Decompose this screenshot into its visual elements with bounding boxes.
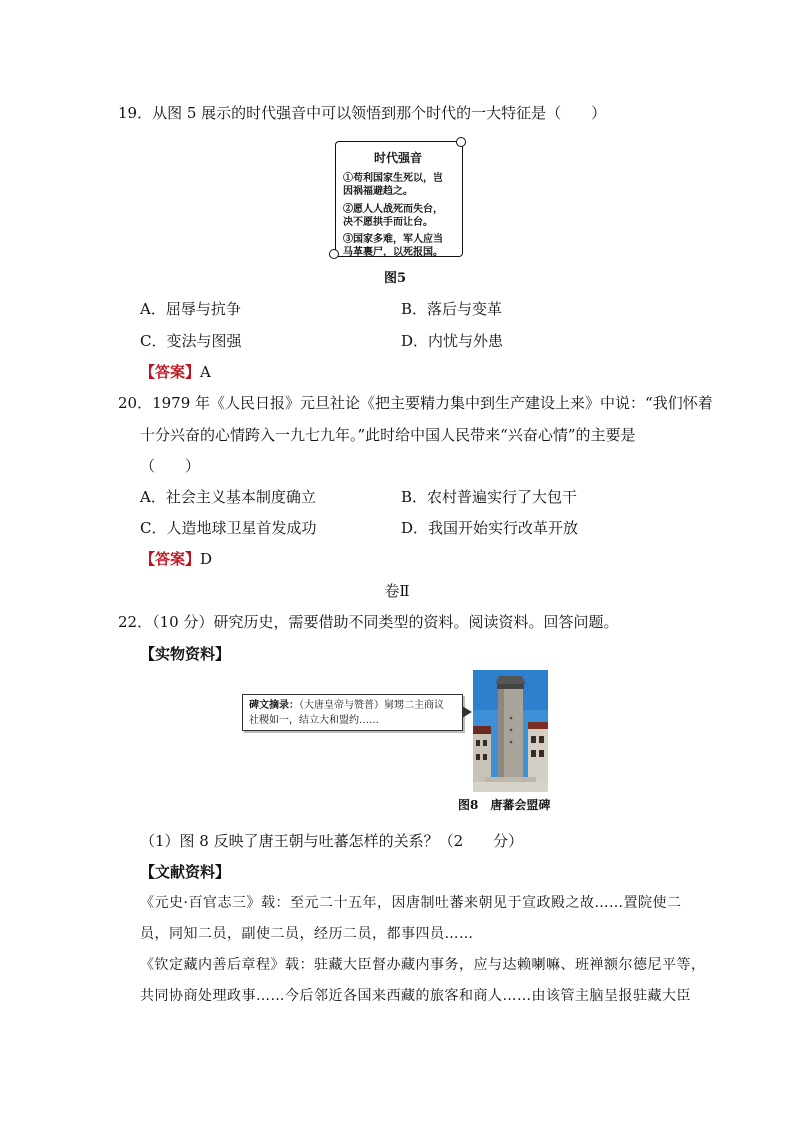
figure-5-scroll bbox=[329, 137, 466, 259]
q20-option-b: B．农村普遍实行了大包干 bbox=[401, 488, 578, 506]
question-20-line-1: 20．1979 年《人民日报》元旦社论《把主要精力集中到生产建设上来》中说：“我们怀着 bbox=[118, 394, 713, 412]
scroll-roll-bottom bbox=[329, 249, 339, 259]
document-material-heading: 【文献资料】 bbox=[140, 863, 231, 881]
q19-answer bbox=[140, 362, 211, 382]
q20-option-d: D．我国开始实行改革开放 bbox=[401, 519, 579, 537]
question-20-line-3: （ ） bbox=[140, 457, 201, 475]
q19-option-c: C．变法与图强 bbox=[140, 332, 242, 350]
scroll-quote-line: 决不愿拱手而让台。 bbox=[343, 217, 433, 228]
question-22-text: 22．（10 分）研究历史，需要借助不同类型的资料。阅读资料。回答问题。 bbox=[118, 613, 619, 631]
answer-tag: 【答案】 bbox=[140, 550, 201, 568]
inscription-box bbox=[242, 694, 463, 731]
scroll-roll-top bbox=[456, 137, 466, 147]
inscription-line: （大唐皇帝与赞普）舅甥二主商议 bbox=[299, 700, 444, 711]
inscription-label: 碑文摘录： bbox=[249, 700, 299, 711]
scroll-quote-line: ③国家多难，军人应当 bbox=[343, 234, 443, 245]
question-20-line-2: 十分兴奋的心情跨入一九七九年。”此时给中国人民带来“兴奋心情”的主要是 bbox=[140, 426, 636, 444]
q22-subquestion-1: （1）图 8 反映了唐王朝与吐蕃怎样的关系？（2 分） bbox=[140, 832, 524, 850]
inscription-pointer bbox=[462, 706, 472, 718]
document-line: 共同协商处理政事……今后邻近各国来西藏的旅客和商人……由该管主脑呈报驻藏大臣 bbox=[140, 988, 691, 1004]
scroll-quote-line: ②愿人人战死而失台， bbox=[343, 204, 443, 215]
q19-option-b: B．落后与变革 bbox=[401, 300, 503, 318]
figure-8-caption: 图8 唐蕃会盟碑 bbox=[458, 798, 551, 812]
scroll-quote-line: ①苟利国家生死以，岂 bbox=[343, 173, 443, 184]
scroll-title: 时代强音 bbox=[373, 151, 422, 165]
document-line: 《钦定藏内善后章程》载：驻藏大臣督办藏内事务，应与达赖喇嘛、班禅额尔德尼平等， bbox=[140, 957, 706, 973]
question-19-text: 19．从图 5 展示的时代强音中可以领悟到那个时代的一大特征是（ ） bbox=[118, 104, 607, 122]
document-line: 《元史·百官志三》载：至元二十五年，因唐制吐蕃来朝见于宣政殿之故……置院使二 bbox=[140, 895, 682, 911]
tang-tibet-alliance-stele-photo bbox=[473, 670, 548, 792]
figure-5-caption: 图5 bbox=[384, 271, 407, 286]
q19-option-d: D．内忧与外患 bbox=[401, 332, 504, 350]
document-line: 员，同知二员，副使二员，经历二员，都事四员…… bbox=[140, 926, 474, 942]
section-2-heading: 卷Ⅱ bbox=[384, 582, 410, 600]
inscription-line: 社稷如一，结立大和盟约…… bbox=[249, 715, 379, 726]
q20-answer bbox=[140, 549, 212, 569]
q20-option-c: C．人造地球卫星首发成功 bbox=[140, 519, 317, 537]
scroll-quote-line: 因祸福避趋之。 bbox=[343, 186, 413, 197]
q20-option-a: A．社会主义基本制度确立 bbox=[140, 488, 316, 506]
answer-value: D bbox=[200, 550, 213, 568]
answer-value: A bbox=[200, 363, 211, 381]
physical-material-heading: 【实物资料】 bbox=[140, 645, 231, 663]
q19-option-a: A．屈辱与抗争 bbox=[140, 300, 241, 318]
answer-tag: 【答案】 bbox=[140, 363, 201, 381]
stele-photo-image bbox=[473, 670, 548, 792]
scroll-quote-line: 马革裹尸，以死报国。 bbox=[343, 247, 443, 258]
